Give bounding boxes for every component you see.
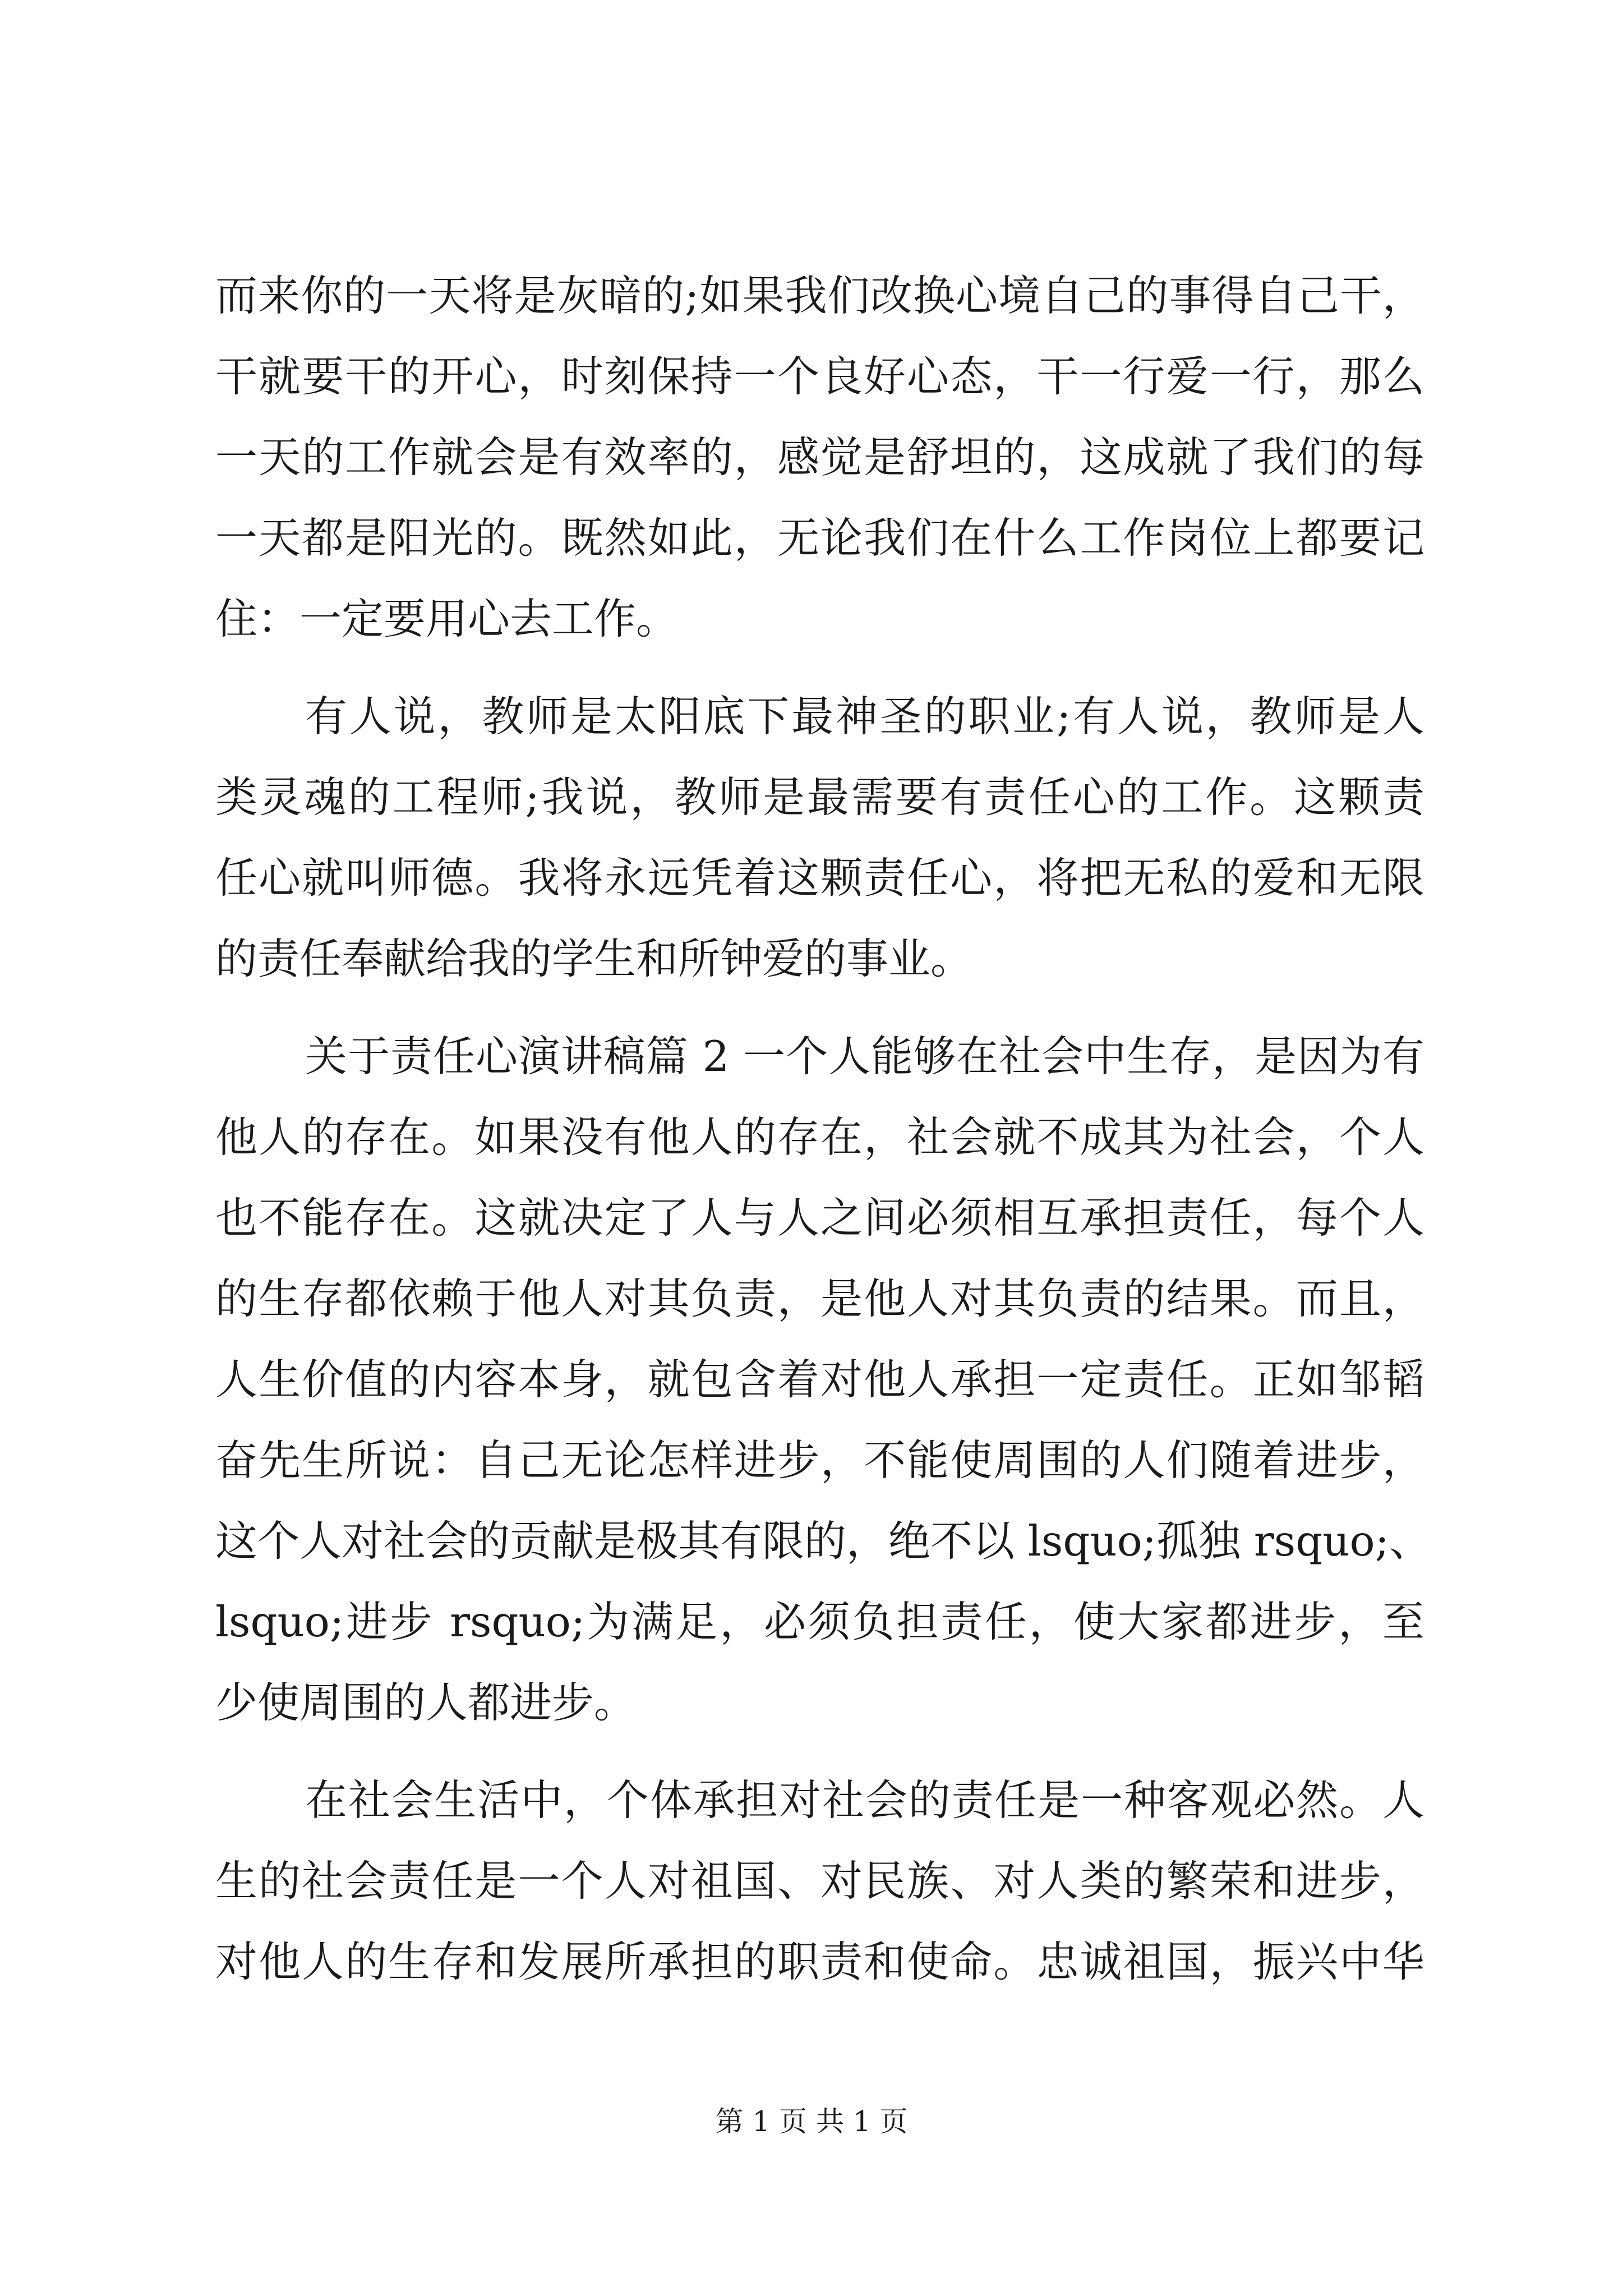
- text-line: 干就要干的开心，时刻保持一个良好心态，干一行爱一行，那么: [215, 352, 1424, 401]
- text-line: 任心就叫师德。我将永远凭着这颗责任心，将把无私的爱和无限: [215, 853, 1424, 903]
- paragraph-gap: [215, 659, 1424, 676]
- text-line: 的生存都依赖于他人对其负责，是他人对其负责的结果。而且，: [215, 1274, 1424, 1323]
- page-number: 第 1 页 共 1 页: [715, 2105, 908, 2138]
- text-line: 而来你的一天将是灰暗的;如果我们改换心境自己的事得自己干，: [215, 271, 1424, 320]
- paragraph-4: [215, 1760, 1424, 2002]
- paragraph-1: [215, 255, 1424, 659]
- text-line: 也不能存在。这就决定了人与人之间必须相互承担责任，每个人: [215, 1193, 1424, 1243]
- page-footer: [0, 2105, 1623, 2138]
- text-line: 对他人的生存和发展所承担的职责和使命。忠诚祖国，振兴中华: [215, 1937, 1424, 1986]
- text-line: 有人说，教师是太阳底下最神圣的职业;有人说，教师是人: [305, 692, 1424, 741]
- text-line: 他人的存在。如果没有他人的存在，社会就不成其为社会，个人: [215, 1112, 1424, 1162]
- text-line: 少使周围的人都进步。: [215, 1678, 637, 1727]
- text-line: 住：一定要用心去工作。: [215, 594, 679, 643]
- text-line: 类灵魂的工程师;我说，教师是最需要有责任心的工作。这颗责: [215, 772, 1424, 822]
- text-line: 奋先生所说：自己无论怎样进步，不能使周围的人们随着进步，: [215, 1435, 1424, 1485]
- text-line: 在社会生活中，个体承担对社会的责任是一种客观必然。人: [305, 1775, 1424, 1825]
- text-line: 生的社会责任是一个人对祖国、对民族、对人类的繁荣和进步，: [215, 1856, 1424, 1906]
- paragraph-gap: [215, 999, 1424, 1016]
- text-line: 的责任奉献给我的学生和所钟爱的事业。: [215, 934, 973, 983]
- text-line: 关于责任心演讲稿篇 2 一个人能够在社会中生存，是因为有: [305, 1032, 1424, 1081]
- text-line: 人生价值的内容本身，就包含着对他人承担一定责任。正如邹韬: [215, 1355, 1424, 1404]
- text-line: 这个人对社会的贡献是极其有限的，绝不以 lsquo;孤独 rsquo;、: [215, 1516, 1431, 1566]
- text-line: lsquo;进步 rsquo;为满足，必须负担责任，使大家都进步，至: [215, 1597, 1424, 1646]
- paragraph-gap: [215, 1743, 1424, 1760]
- document-body: [215, 255, 1431, 2002]
- paragraph-2: [215, 676, 1424, 999]
- text-line: 一天都是阳光的。既然如此，无论我们在什么工作岗位上都要记: [215, 513, 1424, 563]
- text-line: 一天的工作就会是有效率的，感觉是舒坦的，这成就了我们的每: [215, 432, 1424, 482]
- paragraph-3: [215, 1016, 1431, 1743]
